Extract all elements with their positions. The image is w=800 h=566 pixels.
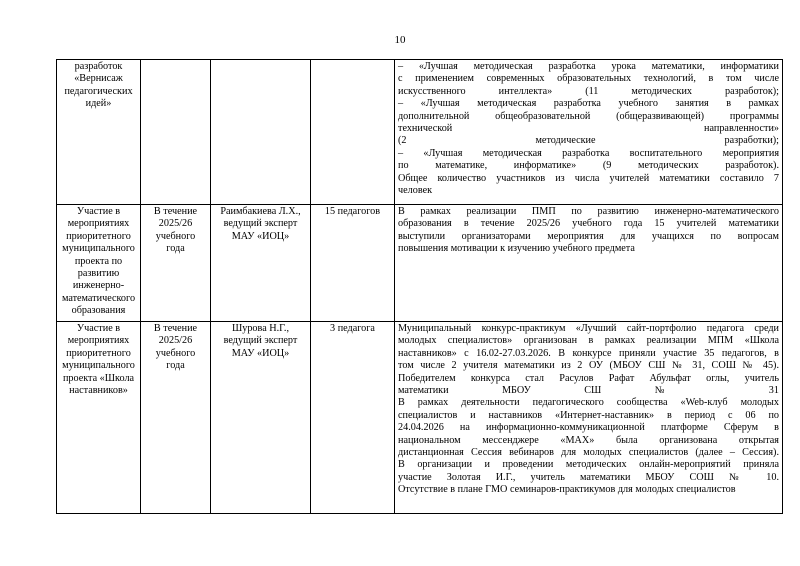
table-row (57, 60, 783, 205)
text-line: мероприятиях (67, 218, 130, 230)
text-line: учебного (155, 230, 196, 242)
text-line: мероприятиях (67, 335, 130, 347)
text-line: Общее количество участников из числа учителей математики составило 7 (398, 172, 779, 184)
text-line: инженерно- (72, 280, 125, 292)
text-line: искусственного интеллекта» (11 методических разработок); (398, 85, 779, 97)
text-line: молодых специалистов» организован в рамках реализации МПМ «Школа (398, 335, 779, 347)
text-line: В рамках реализации ПМП по развитию инженерно-математического (398, 206, 779, 217)
text-line: математического (61, 292, 136, 304)
page-number: 10 (394, 34, 406, 46)
text-line: развитию (77, 268, 120, 280)
text-line: наставников» (69, 385, 128, 397)
text-line: В рамках деятельности педагогического сообщества «Web-клуб молодых (398, 397, 779, 409)
event-cell (57, 322, 141, 514)
table-row (57, 205, 783, 322)
report-table (56, 59, 783, 514)
text-line: 15 педагогов (324, 206, 381, 217)
result-cell (395, 60, 783, 205)
text-line: 24.04.2026 на информационно-коммуникационной платформе Сферум в (398, 422, 779, 434)
text-line: наставников» с 16.02-27.03.2026. В конкурсе приняли участие 35 педагогов, в (398, 347, 779, 359)
text-line: 2025/26 (158, 218, 193, 230)
text-line: МАУ «ИОЦ» (231, 230, 290, 242)
text-line: муниципального (62, 360, 135, 372)
result-cell (395, 205, 783, 322)
text-line: дистанционная Сессия вебинаров для молодых специалистов (далее – Сессия). (398, 447, 779, 459)
text-line: по математике, информатике» (9 методических разработок). (398, 160, 779, 172)
text-line: Муниципальный конкурс-практикум «Лучший сайт-портфолио педагога среди (398, 323, 779, 334)
text-line: В течение (153, 323, 198, 334)
text-line: национальном мессенджере «МАХ» была организована открытая (398, 434, 779, 446)
text-line: дополнительной общеобразовательной (общеразвивающей) программы (398, 110, 779, 122)
text-line: выступили организаторами мероприятия для учащихся по вопросам (398, 230, 779, 242)
text-line: образования в течение 2025/26 учебного года 15 учителей математики (398, 218, 779, 230)
event-cell (57, 60, 141, 205)
event-cell (57, 205, 141, 322)
text-line: «Вернисаж (74, 73, 123, 85)
responsible-cell (211, 205, 311, 322)
text-line: человек (398, 185, 433, 197)
text-line: математики МБОУ СШ № 31 (398, 385, 779, 397)
text-line: разработок (74, 61, 123, 72)
text-line: – «Лучшая методическая разработка воспитательного мероприятия (398, 147, 779, 159)
text-line: 3 педагога (330, 323, 375, 334)
text-line: – «Лучшая методическая разработка учебного занятия в рамках (398, 98, 779, 110)
text-line: учебного (155, 347, 196, 359)
period-cell (141, 60, 211, 205)
period-cell (141, 205, 211, 322)
text-line: года (166, 360, 185, 372)
text-line: Участие в (76, 323, 121, 334)
text-line: участие Золотая И.Г., учитель математики МБОУ СОШ № 10. (398, 471, 779, 483)
text-line: с применением современных образовательных технологий, в том числе (398, 73, 779, 85)
text-line: Участие в (76, 206, 121, 217)
text-line: идей» (85, 98, 112, 110)
participants-cell (311, 60, 395, 205)
participants-cell (311, 205, 395, 322)
participants-cell (311, 322, 395, 514)
text-line: педагогических (64, 85, 133, 97)
text-line: ведущий эксперт (223, 218, 298, 230)
text-line: проекта по (74, 255, 123, 267)
text-line: (2 методические разработки); (398, 135, 779, 147)
period-cell (141, 322, 211, 514)
text-line: проекта «Школа (62, 372, 135, 384)
text-line: специалистов и наставников «Интернет-наставник» в период с 06 по (398, 409, 779, 421)
text-line: Победителем конкурса стал Расулов Рафат Абульфат оглы, учитель (398, 372, 779, 384)
text-line: Отсутствие в плане ГМО семинаров-практикумов для молодых специалистов (398, 484, 736, 496)
table-row (57, 322, 783, 514)
text-line: Раимбакиева Л.Х., (220, 206, 301, 217)
text-line: приоритетного (66, 347, 131, 359)
text-line: МАУ «ИОЦ» (231, 347, 290, 359)
text-line: муниципального (62, 243, 135, 255)
text-line: – «Лучшая методическая разработка урока математики, информатики (398, 61, 779, 72)
text-line: В течение (153, 206, 198, 217)
responsible-cell (211, 60, 311, 205)
responsible-cell (211, 322, 311, 514)
text-line: том числе 2 учителя математики из 2 ОУ (МБОУ СШ № 31, СОШ № 45). (398, 360, 779, 372)
text-line: ведущий эксперт (223, 335, 298, 347)
text-line: В организации и проведении методических онлайн-мероприятий приняла (398, 459, 779, 471)
text-line: 2025/26 (158, 335, 193, 347)
text-line: технической направленности» (398, 123, 779, 135)
text-line: года (166, 243, 185, 255)
text-line: приоритетного (66, 230, 131, 242)
text-line: образования (71, 305, 126, 317)
result-cell (395, 322, 783, 514)
text-line: повышения мотивации к изучению учебного предмета (398, 243, 635, 255)
text-line: Шурова Н.Г., (231, 323, 290, 334)
